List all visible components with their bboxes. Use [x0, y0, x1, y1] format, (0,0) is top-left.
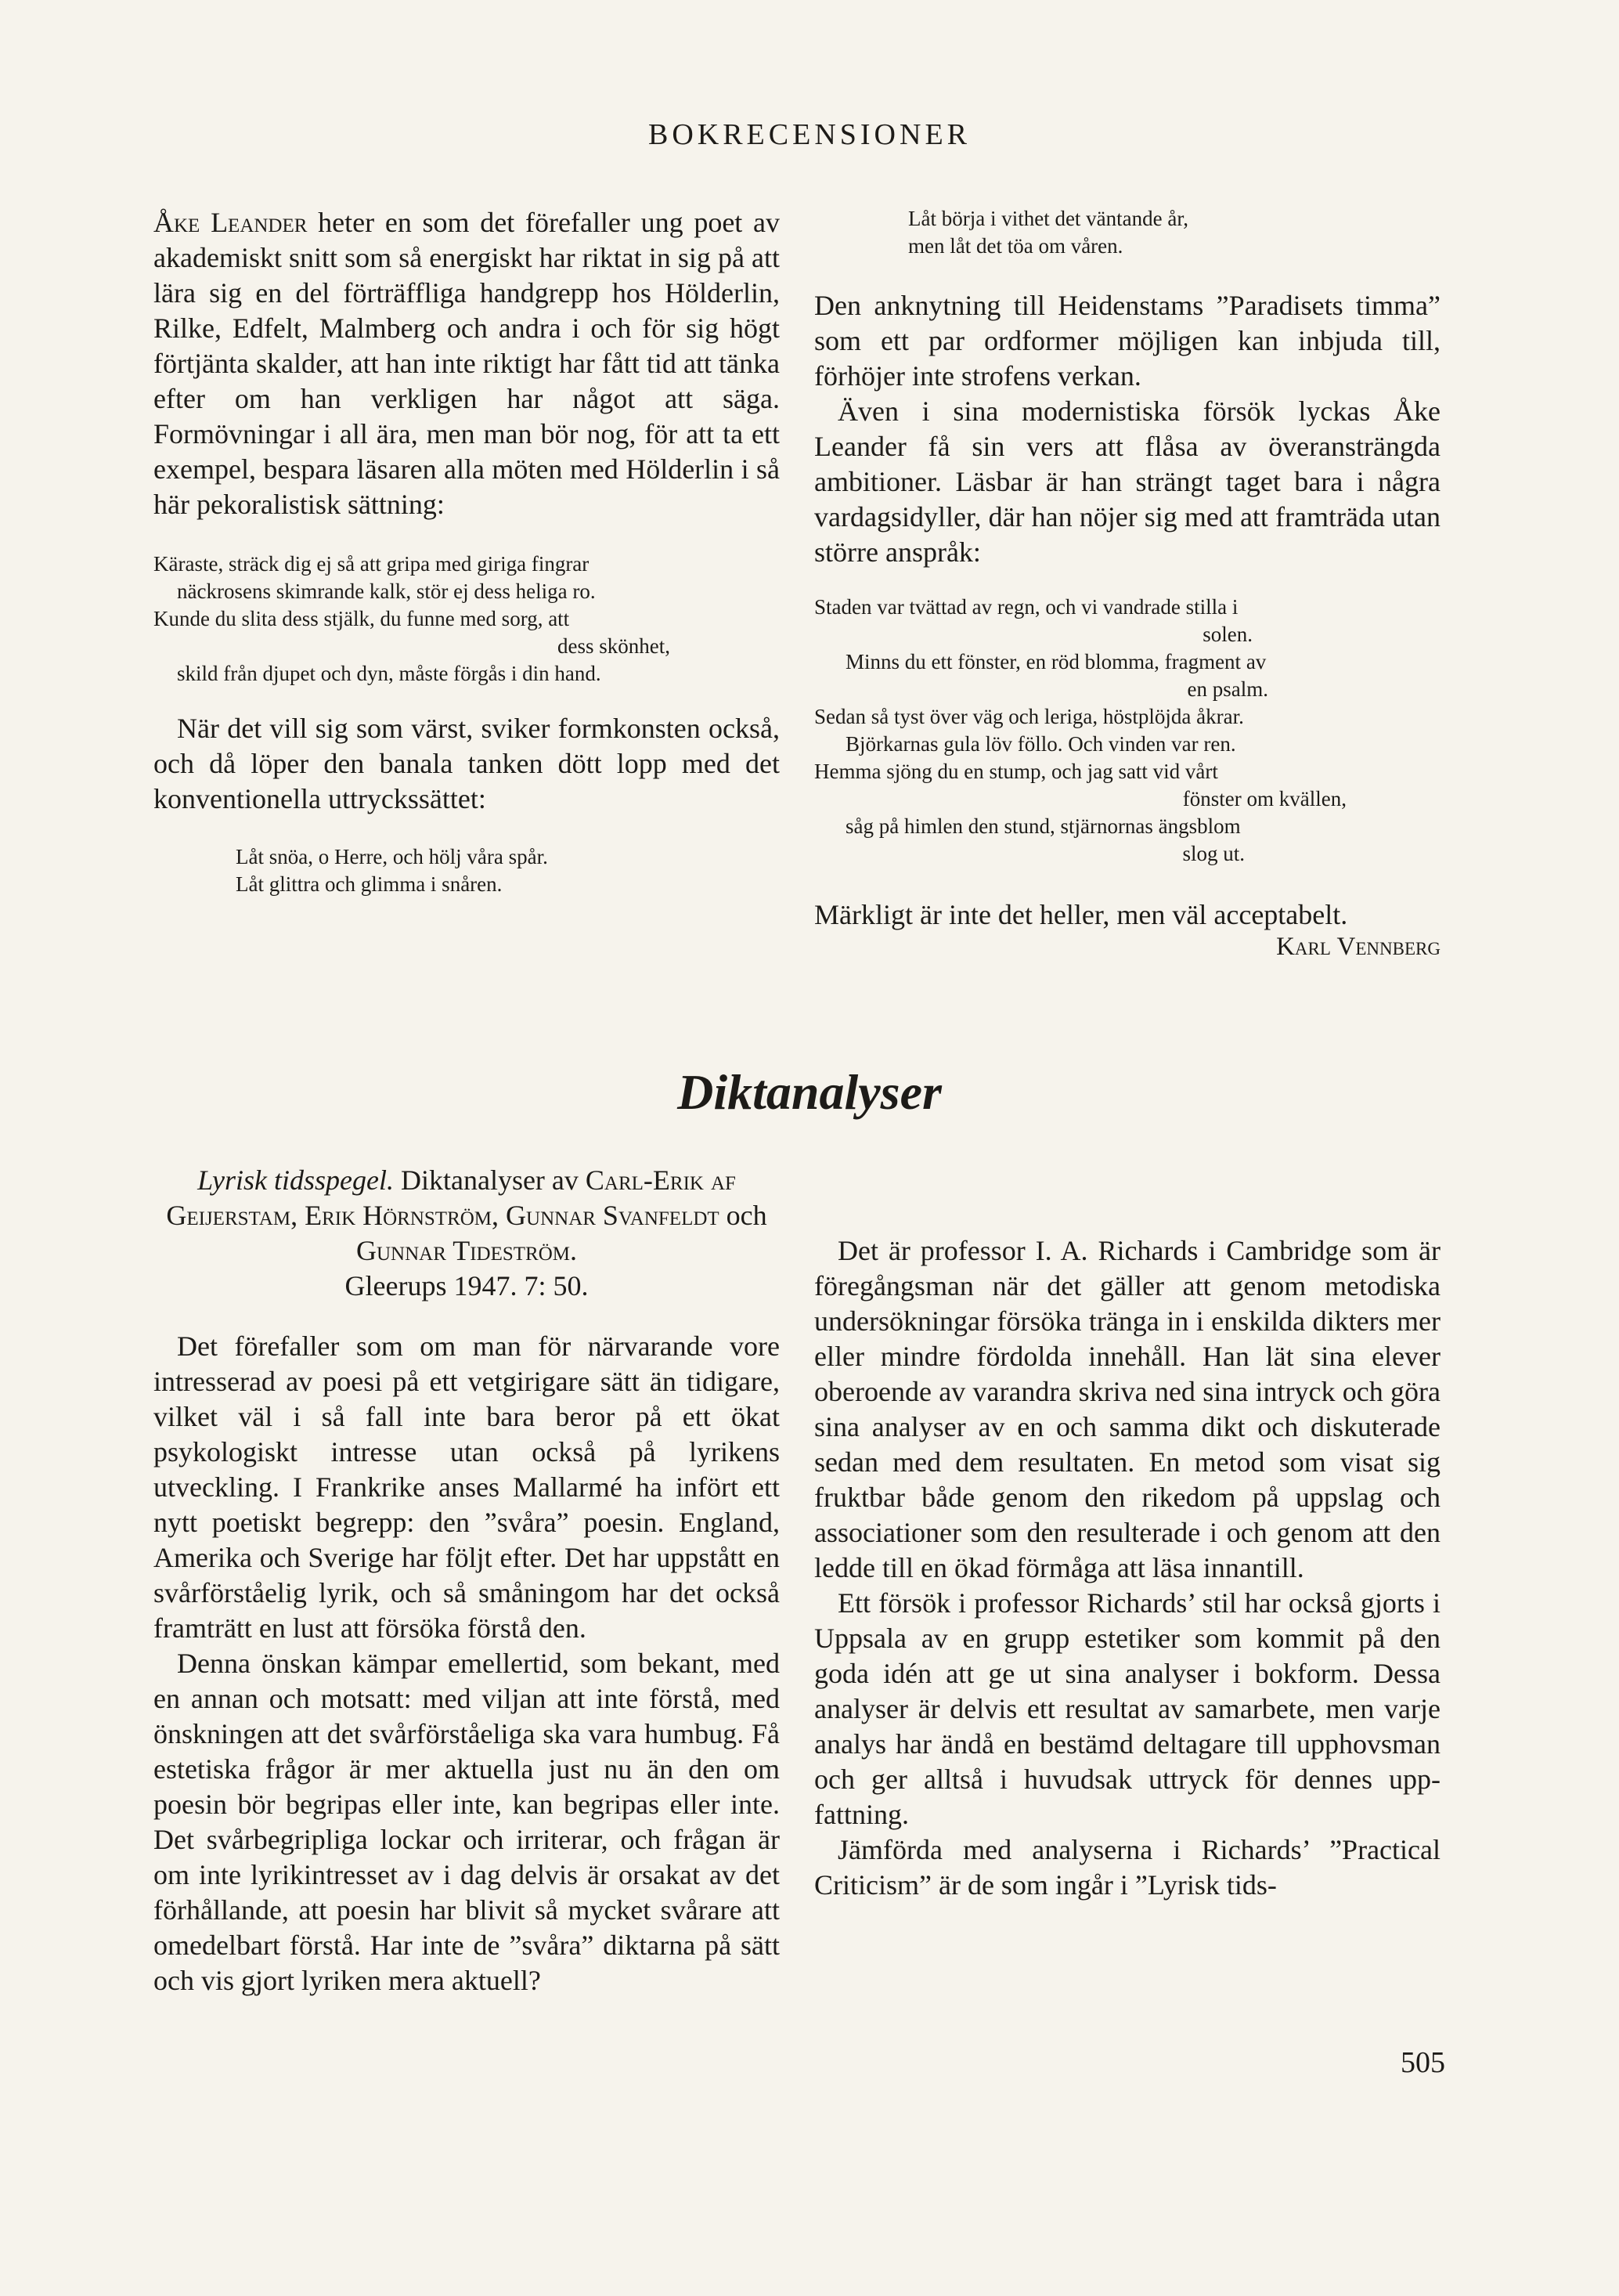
poem-line-continuation: fönster om kvällen, — [1182, 787, 1347, 810]
poem-line: Låt snöa, o Herre, och hölj våra spår. — [236, 845, 548, 868]
poem-line-continuation: solen. — [1203, 623, 1253, 646]
poem-line-continuation: en psalm. — [1187, 677, 1268, 701]
poem-line: näckrosens skimrande kalk, stör ej dess heliga ro. — [177, 579, 596, 603]
book-author: Carl-Erik af Geijerstam — [166, 1164, 736, 1231]
review-1-right-column — [814, 205, 1441, 962]
book-author: Gunnar Tideström. — [355, 1235, 577, 1266]
poem-line-continuation: dess skönhet, — [557, 634, 670, 658]
poem-line: Kunde du slita dess stjälk, du funne med sorg, att — [153, 607, 570, 630]
page-number: 505 — [1401, 2046, 1445, 2079]
review-2-paragraph-1: Det förefaller som om man för närvarande vore intresserad av poesi på ett vetgirigare sätt än tidigare, vilket väl i så fall inte bara beror på ett ökat psykologiskt intresse utan också på lyrikens utveckling. I Frankrike anses Mallarmé ha infört ett nytt poetiskt begrepp: den ”svåra” poesin. England, Amerika och Sverige har följt efter. Det har uppstått en svårförståelig lyrik, och så småningom har det också framträtt en lust att försöka förstå den. — [153, 1330, 780, 1644]
poem-line: Käraste, sträck dig ej så att gripa med giriga fingrar — [153, 552, 590, 576]
review-1-paragraph-3: Den anknytning till Heidenstams ”Paradisets timma” som ett par ordformer möjligen kan inbjuda till, förhöjer inte strofens verkan. — [814, 290, 1441, 392]
book-publisher: Gleerups 1947. 7: 50. — [344, 1270, 589, 1301]
book-title: Lyrisk tidsspegel. — [197, 1164, 394, 1196]
book-description: Diktanalyser av — [400, 1164, 579, 1196]
author-last-name: Leander — [211, 207, 308, 238]
poem-excerpt-2 — [153, 843, 780, 898]
poem-excerpt-1 — [153, 551, 780, 688]
conjunction: och — [726, 1200, 767, 1231]
review-1-intro — [153, 205, 780, 522]
review-1-paragraph-2: När det vill sig som värst, sviker formkonsten också, och då löper den banala tanken dött lopp med det konventionella uttryckssättet: — [153, 713, 780, 814]
book-info: Lyrisk tidsspegel. Diktanalyser av Carl-Erik af Geijerstam, Erik Hörnström, Gunnar Svanfeldt och Gunnar Tideström. Gleerups 1947. 7: 50. — [166, 1164, 767, 1301]
review-2-right-column — [814, 1163, 1441, 1903]
section-title: Diktanalyser — [677, 1064, 942, 1120]
review-1-left-column — [153, 205, 780, 898]
book-author: Gunnar Svanfeldt — [506, 1200, 719, 1231]
review-2-paragraph-5: Jämförda med analyserna i Richards’ ”Practical Criticism” är de som ingår i ”Lyrisk tids- — [814, 1834, 1441, 1901]
poem-excerpt-4 — [814, 594, 1441, 868]
poem-line: men låt det töa om våren. — [908, 234, 1123, 258]
poem-line-continuation: slog ut. — [1182, 842, 1245, 865]
poem-line: Minns du ett fönster, en röd blomma, fragment av — [846, 650, 1267, 673]
poem-line: Björkarnas gula löv föllo. Och vinden var ren. — [846, 732, 1236, 756]
poem-excerpt-3 — [814, 205, 1441, 260]
poem-line: Hemma sjöng du en stump, och jag satt vid vårt — [814, 760, 1218, 783]
poem-line: Låt glittra och glimma i snåren. — [236, 872, 503, 896]
review-1-paragraph-4: Även i sina modernistiska försök lyckas Åke Leander få sin vers att flåsa av överansträngda ambitioner. Läsbar är han strängt taget bara i några vardagsidyller, där han nöjer sig med att framträda utan större anspråk: — [814, 395, 1441, 568]
author-first-name: Åke — [153, 207, 200, 238]
review-2-left-column — [153, 1163, 780, 1998]
review-2-paragraph-2: Denna önskan kämpar emellertid, som bekant, med en annan och motsatt: med viljan att inte förstå, med önskningen att det svårförståeliga ska vara humbug. Få estetiska frågor är mer aktuella just nu än den om poesin bör begripas eller inte, kan begripas eller inte. Det svårbegripliga lockar och irriterar, och frågan är om inte lyrikintresset av i dag delvis är orsakat av det förhållande, att poesin har blivit så mycket svårare att omedelbart förstå. Har inte de ”svåra” diktarna på sätt och vis gjort lyriken mera aktuell? — [153, 1648, 780, 1996]
poem-line: Staden var tvättad av regn, och vi vandrade stilla i — [814, 595, 1239, 619]
poem-line: skild från djupet och dyn, måste förgås i din hand. — [177, 662, 601, 685]
book-author: Erik Hörnström — [305, 1200, 492, 1231]
poem-line: Sedan så tyst över väg och leriga, höstplöjda åkrar. — [814, 705, 1244, 728]
review-2-paragraph-3: Det är professor I. A. Richards i Cambridge som är föregångsman när det gäller att genom metodiska undersökningar försöka tränga in i enskilda dikters mer eller mindre fördolda innehåll. Han lät sina elever oberoende av varandra skriva ned sina intryck och göra sina analyser av en och samma dikt och diskuterade sedan med dem resultaten. En metod som visat sig fruktbar både genom den rikedom på uppslag och associationer som den resulterade i och genom att den ledde till en ökad förmåga att läsa innantill. — [814, 1235, 1441, 1583]
poem-line: Låt börja i vithet det väntande år, — [908, 207, 1189, 230]
running-header: BOKRECENSIONER — [647, 118, 972, 151]
review-1-paragraph-5: Märkligt är inte det heller, men väl acceptabelt. — [814, 899, 1348, 930]
reviewer-signature: Karl Vennberg — [1276, 933, 1441, 961]
intro-text: heter en som det förefaller ung poet av akademiskt snitt som så energiskt har riktat in sig på att lära sig en del förträffliga handgrepp hos Hölderlin, Rilke, Edfelt, Malmberg och andra i och för sig högt förtjänta skalder, att han inte riktigt har fått tid att tänka efter om han verkligen har något att säga. Formövningar i all ära, men man bör nog, för att ta ett exempel, bespara läsaren alla möten med Hölderlin i så här pekoralistisk sättning: — [153, 207, 781, 520]
poem-line: såg på himlen den stund, stjärnornas ängsblom — [846, 814, 1241, 838]
review-2-paragraph-4: Ett försök i professor Richards’ stil har också gjorts i Uppsala av en grupp estetiker som kommit på den goda idén att ge ut sina analyser i bokform. Dessa analyser är delvis ett resultat av samarbete, men varje analys har ändå en bestämd deltagare till upphovsman och ger alltså i huvudsak uttryck för dennes uppfattning. — [814, 1587, 1441, 1830]
